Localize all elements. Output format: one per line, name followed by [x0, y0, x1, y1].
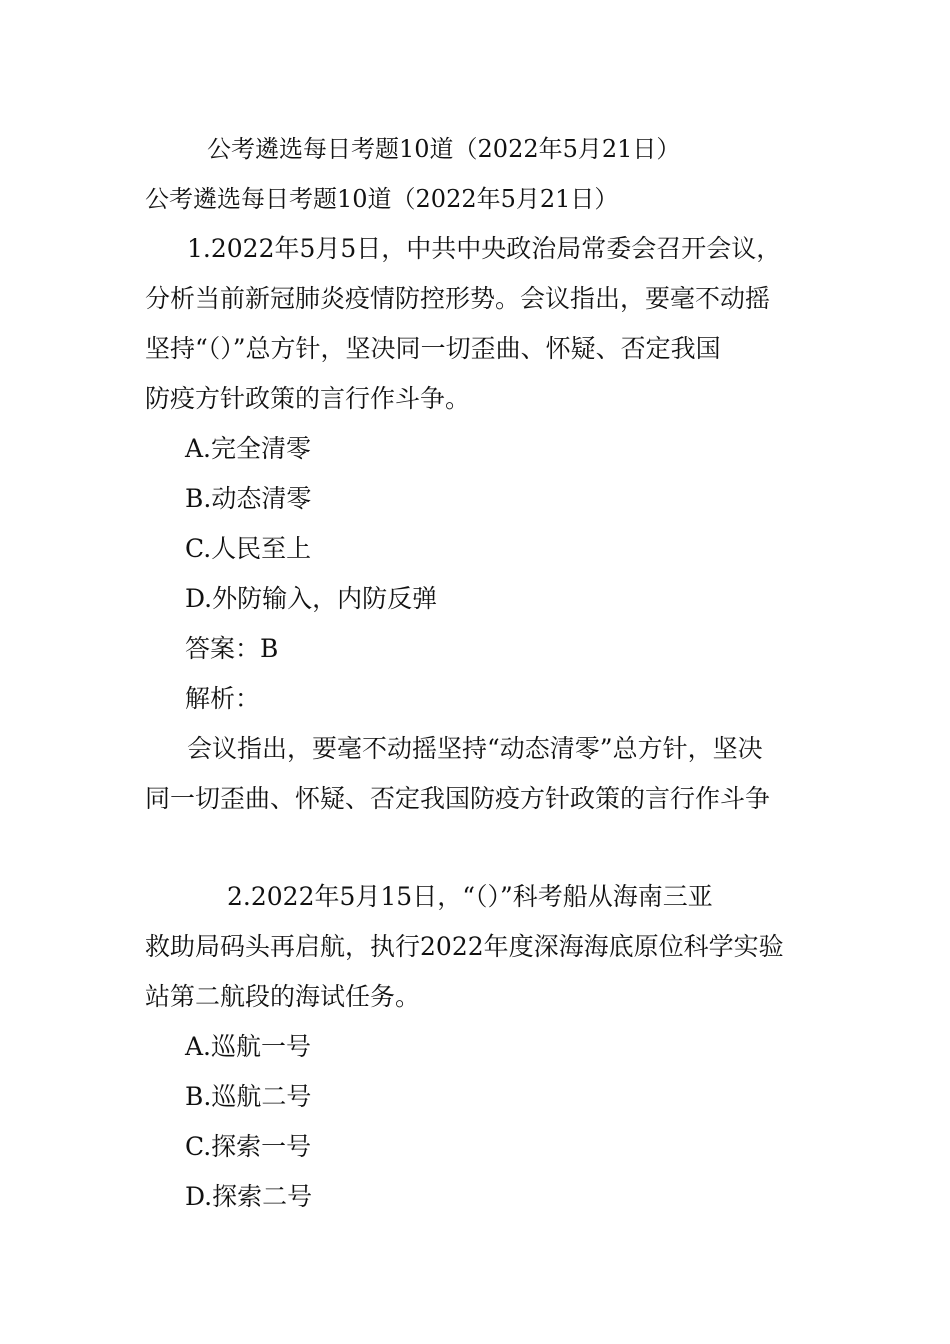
question-2-option-a: A.巡航一号 — [185, 1032, 312, 1061]
document-title: 公考遴选每日考题10道（2022年5月21日） — [207, 135, 681, 163]
question-2-option-c: C.探索一号 — [185, 1132, 312, 1161]
question-1-line-1: 1.2022年5月5日，中共中央政治局常委会召开会议， — [187, 234, 782, 263]
question-2-line-2: 救助局码头再启航，执行2022年度深海海底原位科学实验 — [145, 932, 784, 961]
question-1-analysis-line-1: 会议指出，要毫不动摇坚持“动态清零”总方针，坚决 — [187, 734, 763, 763]
question-1-answer: 答案：B — [185, 634, 279, 663]
question-1-analysis-label: 解析： — [185, 684, 261, 713]
question-1-line-3: 坚持“（）”总方针，坚决同一切歪曲、怀疑、否定我国 — [145, 334, 721, 363]
document-subtitle: 公考遴选每日考题10道（2022年5月21日） — [145, 185, 619, 213]
question-1-option-a: A.完全清零 — [185, 434, 312, 463]
question-1-option-b: B.动态清零 — [185, 484, 312, 513]
question-1-analysis-line-2: 同一切歪曲、怀疑、否定我国防疫方针政策的言行作斗争 — [145, 784, 771, 813]
question-2-line-3: 站第二航段的海试任务。 — [145, 982, 421, 1011]
question-2-option-d: D.探索二号 — [185, 1182, 313, 1211]
question-1-option-d: D.外防输入，内防反弹 — [185, 584, 438, 613]
question-1-line-2: 分析当前新冠肺炎疫情防控形势。会议指出，要毫不动摇 — [145, 284, 771, 313]
question-1-option-c: C.人民至上 — [185, 534, 312, 563]
question-1-line-4: 防疫方针政策的言行作斗争。 — [145, 384, 471, 413]
question-2-option-b: B.巡航二号 — [185, 1082, 312, 1111]
question-2-line-1: 2.2022年5月15日，“（）”科考船从海南三亚 — [227, 882, 713, 911]
